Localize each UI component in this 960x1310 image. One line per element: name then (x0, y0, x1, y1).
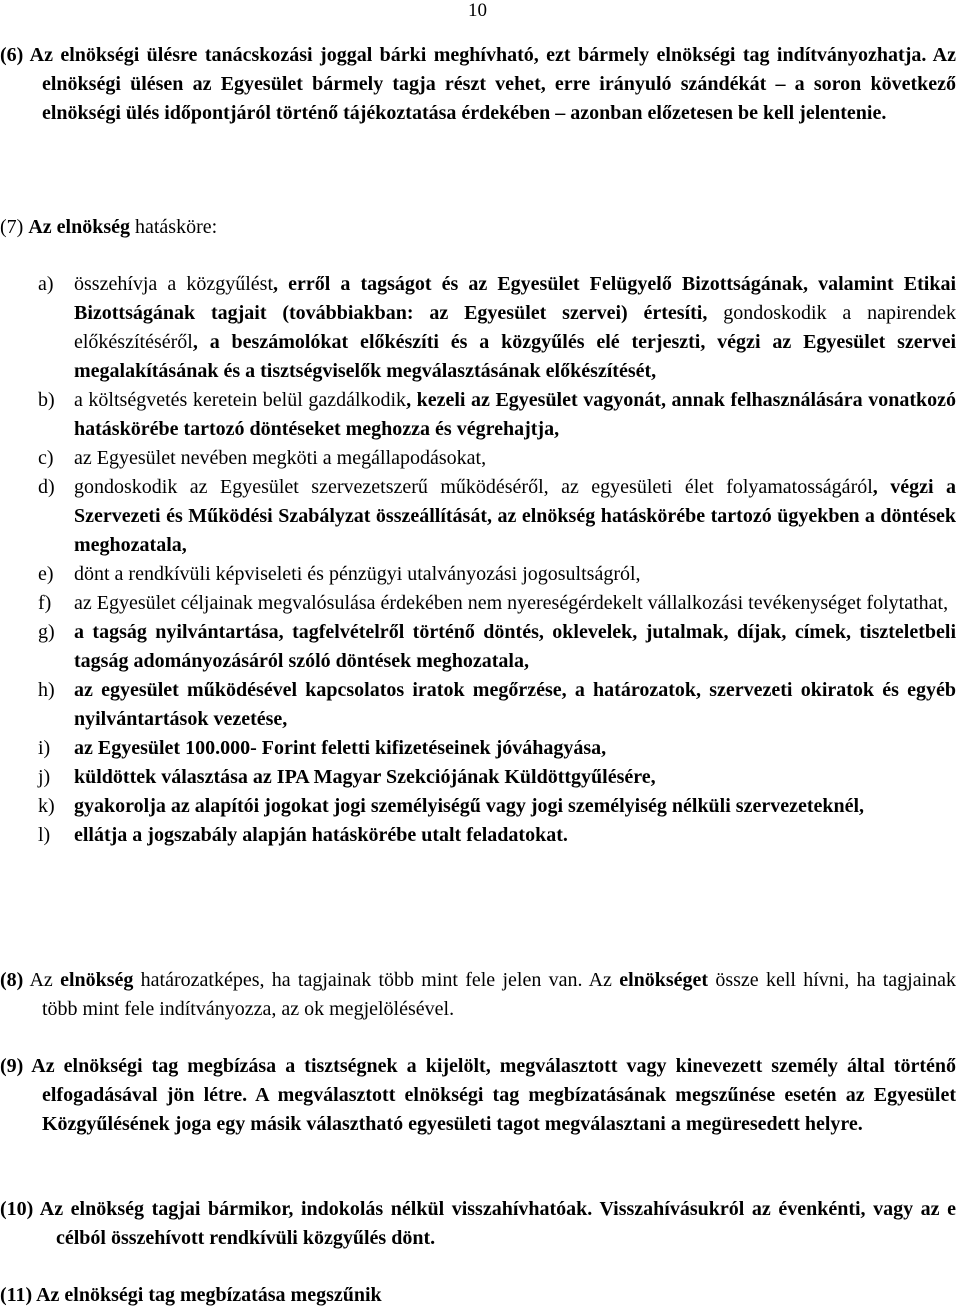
list-item-label: l) (38, 824, 51, 846)
list-item-label: e) (38, 563, 54, 585)
list-item-text: gyakorolja az alapítói jogokat jogi személyiségű vagy jogi személyiség nélküli szervezeteknél, (74, 795, 865, 817)
paragraph-7-number: (7) (0, 216, 29, 238)
list-item (38, 560, 956, 589)
list-item-text: az egyesület működésével kapcsolatos iratok megőrzése, a határozatok, szervezeti okiratok és egyéb nyilvántartások vezetése, (74, 679, 956, 730)
page-number: 10 (468, 0, 487, 21)
list-item (38, 734, 956, 763)
list-item (38, 763, 956, 792)
list-item-label: h) (38, 679, 55, 701)
list-item (38, 444, 956, 473)
list-item (38, 386, 956, 444)
list-item-text: küldöttek választása az IPA Magyar Szekciójának Küldöttgyűlésére, (74, 766, 656, 788)
list-item (38, 270, 956, 386)
paragraph-7-rest: hatásköre: (130, 216, 218, 238)
list-item (38, 821, 956, 850)
paragraph-7-heading (0, 213, 956, 242)
list-item-text: gondoskodik az Egyesület szervezetszerű működéséről, az egyesületi élet folyamatosságáról (74, 476, 873, 498)
list-item-text: , végzi a Szervezeti és Működési Szabályzat összeállítását, az elnökség hatáskörébe tartozó ügyekben a döntések meghozatala, (74, 476, 956, 556)
list-item-label: j) (38, 766, 51, 788)
paragraph-8-text: (8) (0, 969, 24, 991)
paragraph-10-text: (10) Az elnökség tagjai bármikor, indokolás nélkül visszahívhatóak. Visszahívásukról az évenkénti, vagy az e célból összehívott rendkívüli közgyűlés dönt. (0, 1198, 956, 1249)
competence-list (38, 270, 956, 850)
list-item-text: az Egyesület 100.000- Forint feletti kifizetéseinek jóváhagyása, (74, 737, 607, 759)
list-item-label: k) (38, 795, 55, 817)
paragraph-8-text: elnökség (60, 969, 134, 991)
list-item-text: ellátja a jogszabály alapján hatáskörébe utalt feladatokat. (74, 824, 568, 846)
list-item (38, 618, 956, 676)
list-item (38, 589, 956, 618)
paragraph-8 (0, 966, 956, 1024)
paragraph-6 (0, 41, 956, 128)
list-item-label: b) (38, 389, 55, 411)
paragraph-9 (0, 1052, 956, 1139)
paragraph-9-text: (9) Az elnökségi tag megbízása a tisztségnek a kijelölt, megválasztott vagy kinevezett személy által történő elfogadásával jön létre. A megválasztott elnökségi tag megbízatásának megszűnése esetén az Egyesület Közgyűlésének joga egy másik választható egyesületi tagot megválasztani a megüresedett helyre. (0, 1055, 956, 1135)
list-item-label: a) (38, 273, 54, 295)
list-item-text: a tagság nyilvántartása, tagfelvételről történő döntés, oklevelek, jutalmak, díjak, címek, tiszteletbeli tagság adományozásáról szóló döntések meghozatala, (74, 621, 956, 672)
paragraph-10 (0, 1195, 956, 1253)
list-item-label: f) (38, 592, 52, 614)
list-item-text: az Egyesület céljainak megvalósulása érdekében nem nyereségérdekelt vállalkozási tevékenységet folytathat, (74, 592, 949, 614)
list-item (38, 676, 956, 734)
paragraph-8-text: határozatképes, ha tagjainak több mint fele jelen van. Az (133, 969, 620, 991)
paragraph-6-text: (6) Az elnökségi ülésre tanácskozási joggal bárki meghívható, ezt bármely elnökségi tag indítványozhatja. Az elnökségi ülésen az Egyesület bármely tagja részt vehet, erre irányuló szándékát – a soron következő elnökségi ülés időpontjáról történő tájékoztatása érdekében – azonban előzetesen be kell jelentenie. (0, 44, 956, 124)
paragraph-8-text: elnökséget (619, 969, 709, 991)
list-item-text: dönt a rendkívüli képviseleti és pénzügyi utalványozási jogosultságról, (74, 563, 641, 585)
list-item-text: összehívja a közgyűlést (74, 273, 274, 295)
list-item-text: az Egyesület nevében megköti a megállapodásokat, (74, 447, 487, 469)
paragraph-7-bold: Az elnökség (28, 216, 130, 238)
list-item (38, 792, 956, 821)
paragraph-11-text: (11) Az elnökségi tag megbízatása megszűnik (0, 1284, 382, 1306)
list-item-text: gondoskodik a napirendek előkészítéséről (74, 302, 956, 353)
list-item-label: i) (38, 737, 51, 759)
paragraph-8-text: össze kell hívni, ha tagjainak több mint fele indítványozza, az ok megjelölésével. (42, 969, 957, 1020)
list-item-text: , a beszámolókat előkészíti és a közgyűlés elé terjeszti, végzi az Egyesület szervei megalakításának és a tisztségviselők megválasztásának előkészítését, (74, 331, 956, 382)
list-item-label: g) (38, 621, 55, 643)
list-item-text: , erről a tagságot és az Egyesület Felügyelő Bizottságának, valamint Etikai Bizottságának tagjait (továbbiakban: az Egyesület szervei) értesíti, (74, 273, 957, 324)
list-item (38, 473, 956, 560)
list-item-label: d) (38, 476, 55, 498)
paragraph-8-text: Az (23, 969, 61, 991)
paragraph-11 (0, 1281, 956, 1310)
list-item-text: , kezeli az Egyesület vagyonát, annak felhasználására vonatkozó hatáskörébe tartozó döntéseket meghozza és végrehajtja, (74, 389, 956, 440)
list-item-text: a költségvetés keretein belül gazdálkodik (74, 389, 407, 411)
list-item-label: c) (38, 447, 54, 469)
